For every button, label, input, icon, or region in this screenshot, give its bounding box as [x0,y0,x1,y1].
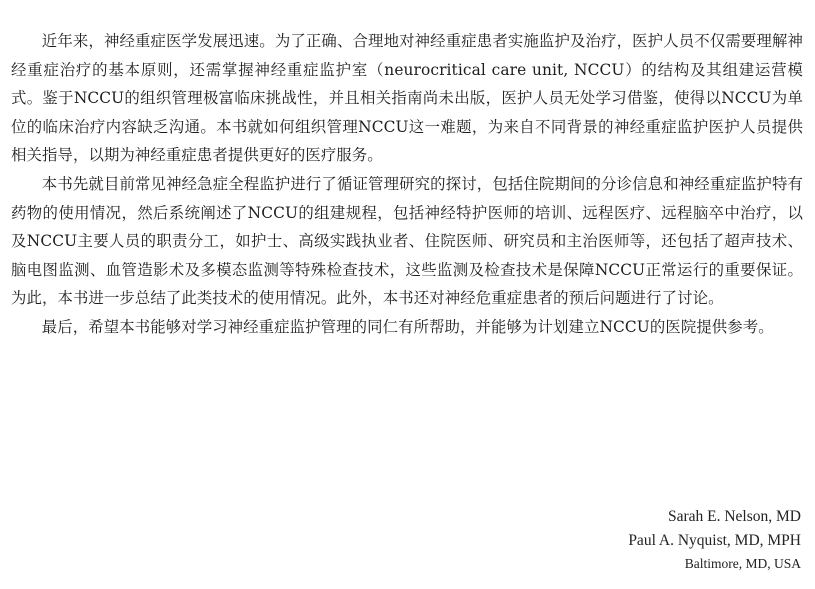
paragraph-2: 本书先就目前常见神经急症全程监护进行了循证管理研究的探讨，包括住院期间的分诊信息和神经重症监护特有药物的使用情况，然后系统阐述了NCCU的组建规程，包括神经特护医师的培训、远程医疗、远程脑卒中治疗，以及NCCU主要人员的职责分工，如护士、高级实践执业者、住院医师、研究员和主治医师等，还包括了超声技术、脑电图监测、血管造影术及多模态监测等特殊检查技术，这些监测及检查技术是保障NCCU正常运行的重要保证。为此，本书进一步总结了此类技术的使用情况。此外，本书还对神经危重症患者的预后问题进行了讨论。 [11,174,803,308]
author-location: Baltimore, MD, USA [684,556,801,571]
signature-block [628,505,801,575]
author-1: Sarah E. Nelson, MD [667,508,801,525]
paragraph-1: 近年来，神经重症医学发展迅速。为了正确、合理地对神经重症患者实施监护及治疗，医护人员不仅需要理解神经重症治疗的基本原则，还需掌握神经重症监护室（neurocritical care unit, NCCU）的结构及其组建运营模式。鉴于NCCU的组织管理极富临床挑战性，并且相关指南尚未出版，医护人员无处学习借鉴，使得以NCCU为单位的临床治疗内容缺乏沟通。本书就如何组织管理NCCU这一难题，为来自不同背景的神经重症监护医护人员提供相关指导，以期为神经重症患者提供更好的医疗服务。 [11,32,803,165]
preface-body [11,27,803,342]
author-2: Paul A. Nyquist, MD, MPH [628,532,801,549]
paragraph-3: 最后，希望本书能够对学习神经重症监护管理的同仁有所帮助，并能够为计划建立NCCU的医院提供参考。 [41,317,774,336]
